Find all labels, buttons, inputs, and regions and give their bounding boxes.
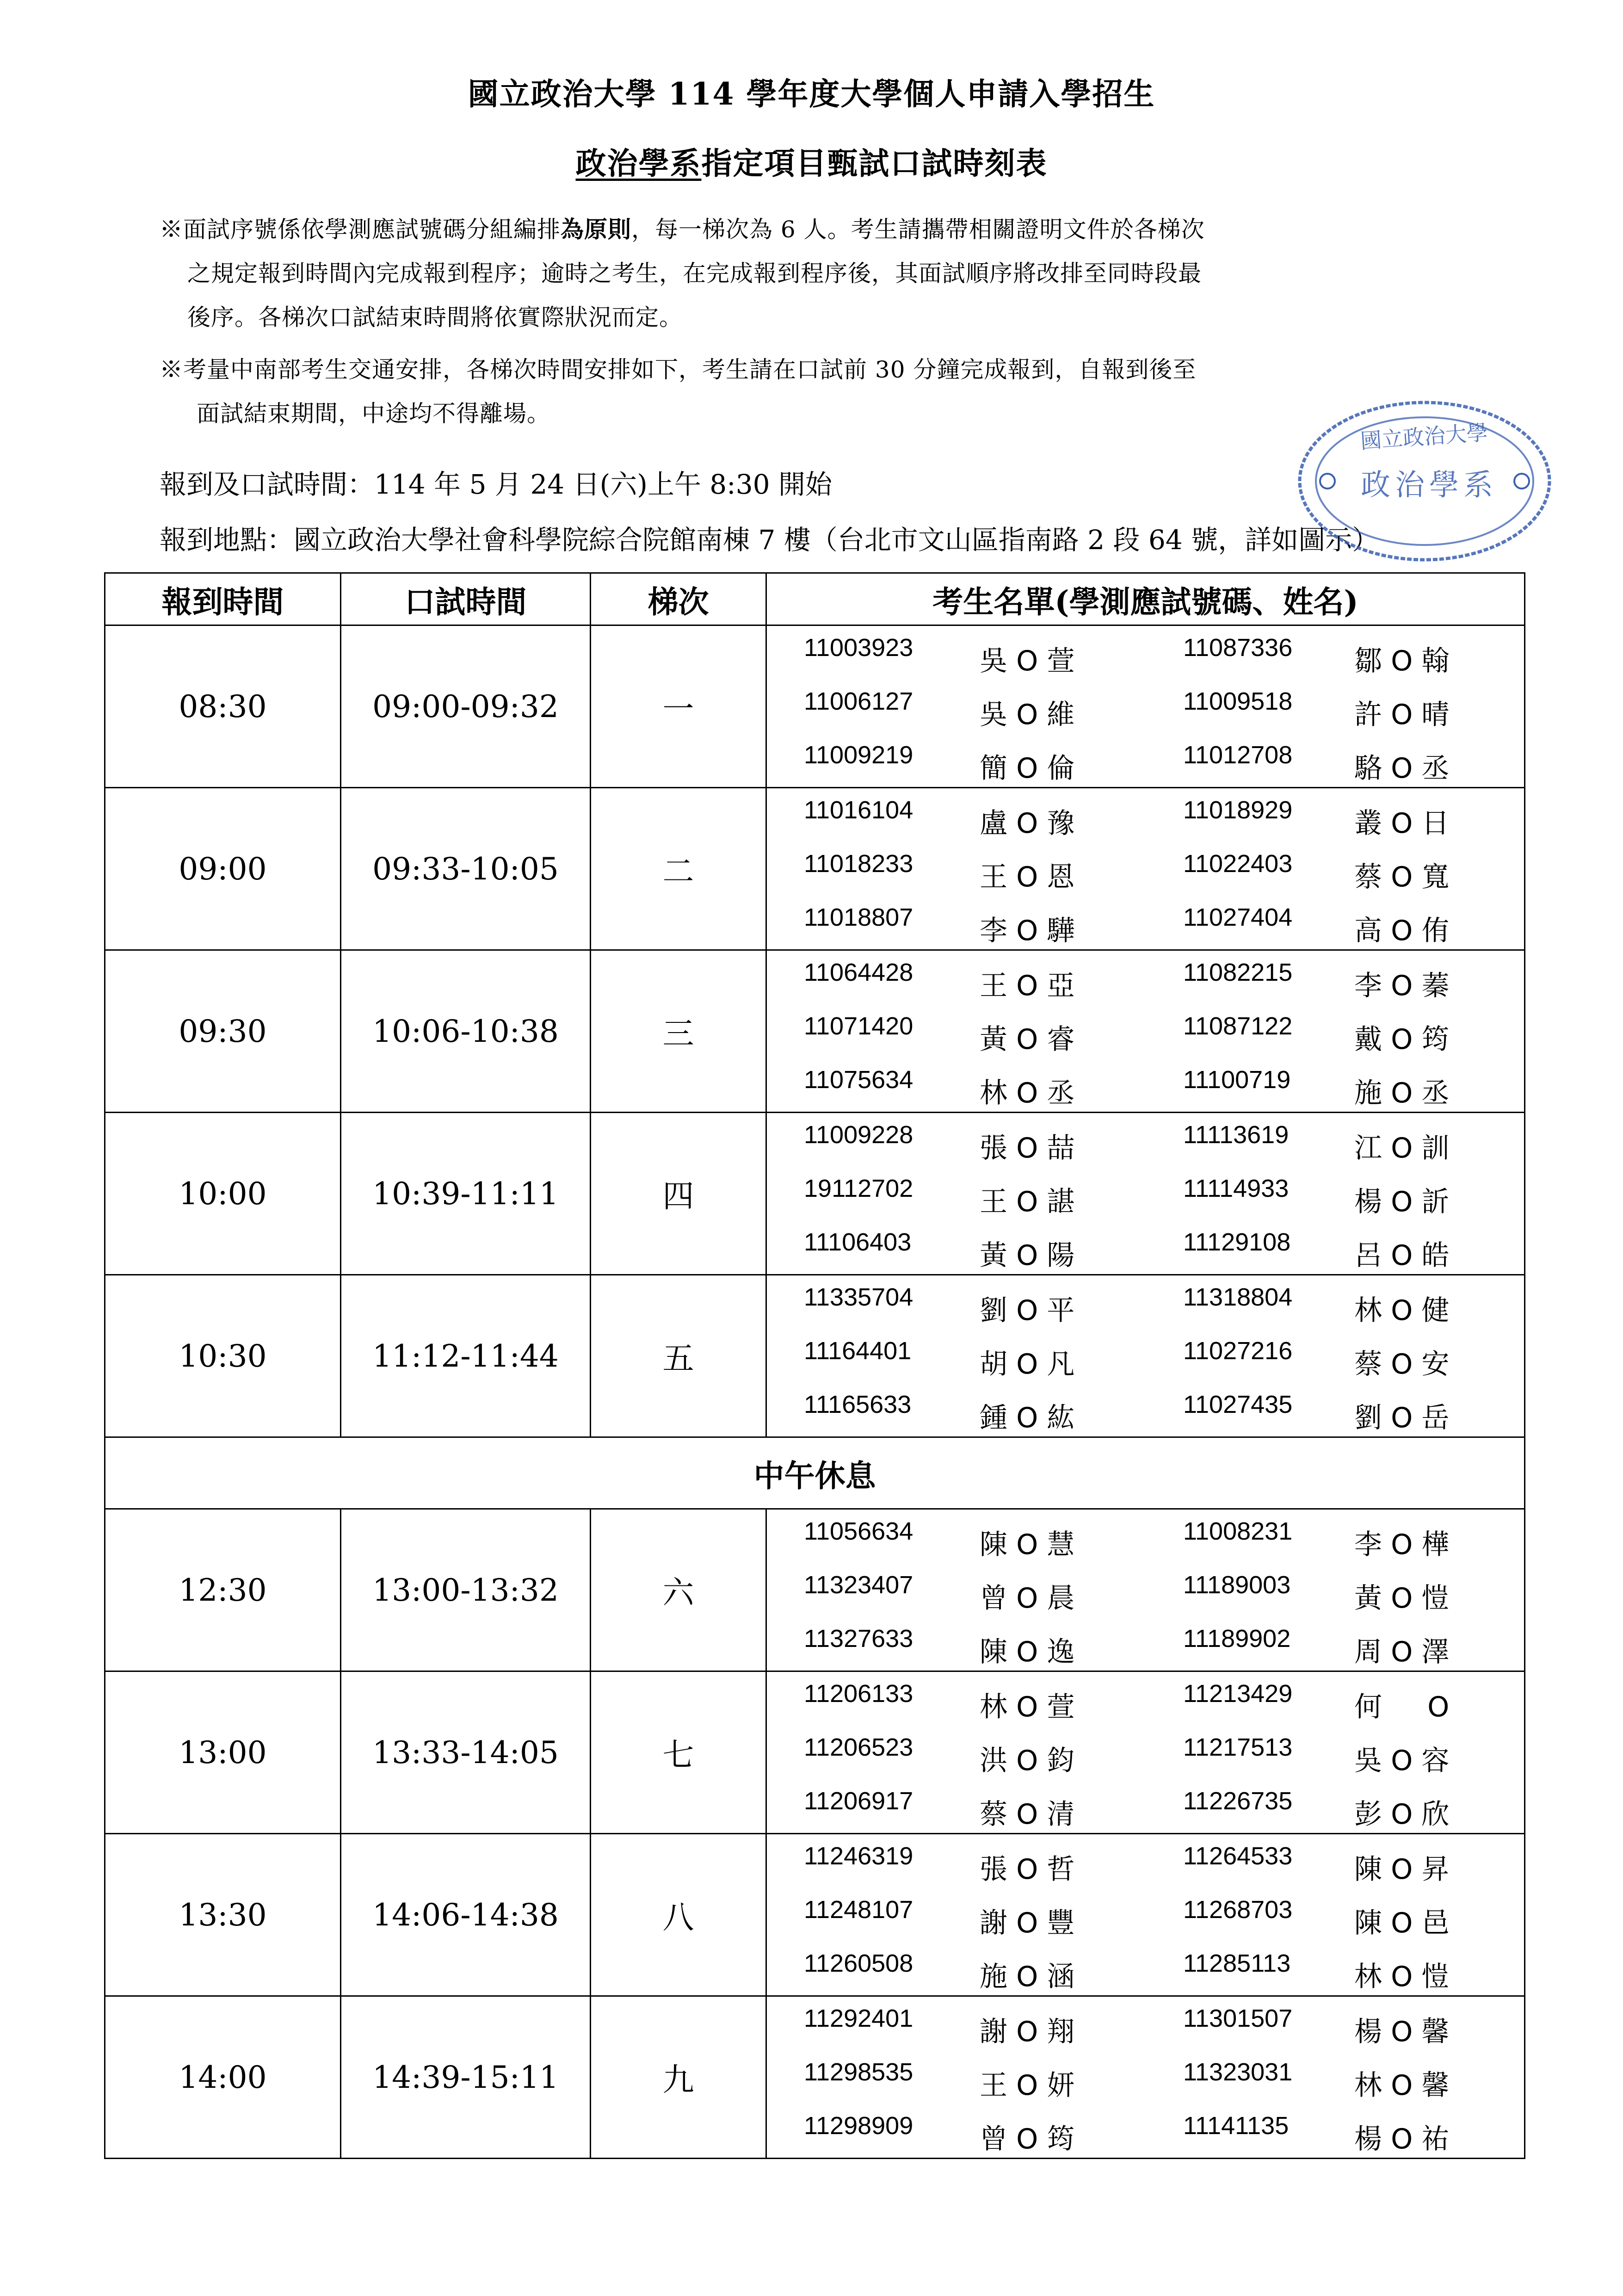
- candidate-name: 張 O 喆: [980, 1132, 1075, 1164]
- candidate-name: 高 O 侑: [1354, 915, 1450, 947]
- svg-text:國立政治大學: 國立政治大學: [1359, 420, 1489, 454]
- candidate-list-cell: [766, 788, 1525, 950]
- candidate-list-cell: [766, 1509, 1525, 1671]
- oral-time-cell: 14:06-14:38: [341, 1834, 591, 1996]
- table-row: [105, 1671, 1525, 1834]
- candidate-exam-number: 11027404: [1183, 904, 1293, 931]
- candidate-name: 陳 O 逸: [980, 1636, 1075, 1668]
- candidate-list-cell: [766, 625, 1525, 788]
- candidate-list-cell: [766, 1834, 1525, 1996]
- candidate-exam-number: 11114933: [1183, 1175, 1289, 1202]
- candidate-exam-number: 11260508: [804, 1949, 913, 1977]
- candidate-name: 呂 O 皓: [1354, 1239, 1450, 1272]
- note1-text-b: ，每一梯次為 6 人。考生請攜帶相關證明文件於各梯次: [631, 216, 1205, 243]
- checkin-time-cell: 14:00: [105, 1996, 341, 2159]
- candidate-name: 黃 O 愷: [1354, 1582, 1450, 1615]
- candidate-name: 林 O 愷: [1354, 1961, 1450, 1993]
- header-oral-time: 口試時間: [341, 573, 591, 625]
- candidate-exam-number: 11318804: [1183, 1283, 1293, 1311]
- candidate-name: 王 O 諶: [980, 1186, 1075, 1218]
- candidate-name: 黃 O 陽: [980, 1239, 1075, 1272]
- note2-line2: 面試結束期間，中途均不得離場。: [197, 400, 550, 427]
- candidate-grid: [767, 788, 1524, 949]
- checkin-time-info: 報到及口試時間：114 年 5 月 24 日(六)上午 8:30 開始: [160, 469, 832, 500]
- candidate-name: 李 O 蓁: [1354, 970, 1450, 1002]
- candidate-name: 盧 O 豫: [980, 807, 1075, 840]
- oral-time-cell: 10:39-11:11: [341, 1113, 591, 1275]
- candidate-exam-number: 11018807: [804, 904, 913, 931]
- page-title: 國立政治大學 114 學年度大學個人申請入學招生: [468, 76, 1155, 112]
- candidate-name: 蔡 O 安: [1354, 1348, 1450, 1380]
- oral-time-cell: 10:06-10:38: [341, 950, 591, 1113]
- note-interview-order: [160, 207, 1524, 340]
- note1-line2: 之規定報到時間內完成報到程序；逾時之考生，在完成報到程序後，其面試順序將改排至同時段最: [187, 260, 1202, 287]
- table-header-row: [105, 573, 1525, 625]
- candidate-grid: [767, 1672, 1524, 1833]
- candidate-name: 謝 O 翔: [980, 2016, 1075, 2048]
- candidate-name: 楊 O 訢: [1354, 1186, 1450, 1218]
- table-row: [105, 1113, 1525, 1275]
- candidate-exam-number: 11323407: [804, 1571, 913, 1599]
- checkin-location-info: 報到地點：國立政治大學社會科學院綜合院館南棟 7 樓（台北市文山區指南路 2 段 64 號，詳如圖示）: [160, 524, 1379, 556]
- round-number-cell: 六: [591, 1509, 766, 1671]
- candidate-exam-number: 11298535: [804, 2058, 913, 2086]
- candidate-name: 林 O 健: [1354, 1294, 1450, 1327]
- candidate-grid: [767, 1997, 1524, 2158]
- candidate-name: 吳 O 容: [1354, 1745, 1450, 1777]
- candidate-name: 李 O 樺: [1354, 1529, 1450, 1561]
- table-row: [105, 950, 1525, 1113]
- round-number-cell: 二: [591, 788, 766, 950]
- candidate-name: 劉 O 平: [980, 1294, 1075, 1327]
- candidate-list-cell: [766, 1671, 1525, 1834]
- checkin-time-cell: 09:30: [105, 950, 341, 1113]
- oral-time-cell: 13:00-13:32: [341, 1509, 591, 1671]
- candidate-name: 叢 O 日: [1354, 807, 1450, 840]
- candidate-exam-number: 11189003: [1183, 1571, 1291, 1599]
- candidate-name: 楊 O 祐: [1354, 2123, 1450, 2155]
- candidate-name: 黃 O 睿: [980, 1023, 1075, 1056]
- candidate-list-cell: [766, 1275, 1525, 1437]
- oral-time-cell: 14:39-15:11: [341, 1996, 591, 2159]
- candidate-exam-number: 11064428: [804, 959, 913, 986]
- candidate-name: 陳 O 昇: [1354, 1853, 1450, 1886]
- candidate-name: 胡 O 凡: [980, 1348, 1075, 1380]
- checkin-time-cell: 13:00: [105, 1671, 341, 1834]
- candidate-name: 周 O 澤: [1354, 1636, 1450, 1668]
- candidate-name: 王 O 妍: [980, 2069, 1075, 2102]
- candidate-exam-number: 11323031: [1183, 2058, 1293, 2086]
- round-number-cell: 九: [591, 1996, 766, 2159]
- candidate-exam-number: 11012708: [1183, 741, 1293, 769]
- candidate-exam-number: 11027216: [1183, 1337, 1293, 1365]
- candidate-name: 曾 O 筠: [980, 2123, 1075, 2155]
- table-row: [105, 1834, 1525, 1996]
- candidate-list-cell: [766, 1996, 1525, 2159]
- candidate-exam-number: 11129108: [1183, 1228, 1291, 1256]
- candidate-exam-number: 11164401: [804, 1337, 912, 1365]
- candidate-exam-number: 11056634: [804, 1517, 913, 1545]
- table-row: [105, 625, 1525, 788]
- candidate-name: 林 O 萱: [980, 1691, 1075, 1723]
- candidate-name: 鍾 O 紘: [980, 1402, 1075, 1434]
- candidate-exam-number: 11018233: [804, 850, 913, 878]
- candidate-exam-number: 11003923: [804, 634, 913, 662]
- note1-line3: 後序。各梯次口試結束時間將依實際狀況而定。: [187, 304, 683, 331]
- candidate-exam-number: 11248107: [804, 1896, 913, 1924]
- round-number-cell: 五: [591, 1275, 766, 1437]
- candidate-name: 吳 O 維: [980, 699, 1075, 731]
- candidate-exam-number: 11165633: [804, 1391, 912, 1418]
- round-number-cell: 四: [591, 1113, 766, 1275]
- table-row: [105, 1275, 1525, 1437]
- candidate-name: 蔡 O 清: [980, 1798, 1075, 1831]
- candidate-exam-number: 11113619: [1183, 1121, 1289, 1149]
- candidate-exam-number: 11335704: [804, 1283, 913, 1311]
- candidate-exam-number: 11298909: [804, 2112, 913, 2140]
- candidate-name: 駱 O 丞: [1354, 752, 1450, 785]
- table-row: [105, 1509, 1525, 1671]
- candidate-grid: [767, 951, 1524, 1112]
- note1-text-a: ※面試序號係依學測應試號碼分組編排: [160, 216, 561, 243]
- candidate-name: 楊 O 馨: [1354, 2016, 1450, 2048]
- oral-time-cell: 13:33-14:05: [341, 1671, 591, 1834]
- round-number-cell: 三: [591, 950, 766, 1113]
- note2-line1: ※考量中南部考生交通安排，各梯次時間安排如下，考生請在口試前 30 分鐘完成報到，自報到後至: [160, 356, 1197, 383]
- table-row: [105, 1996, 1525, 2159]
- candidate-name: 洪 O 鈞: [980, 1745, 1075, 1777]
- department-name: 政治學系: [575, 145, 702, 181]
- candidate-name: 許 O 晴: [1354, 699, 1450, 731]
- candidate-exam-number: 11206523: [804, 1733, 913, 1761]
- candidate-name: 王 O 恩: [980, 861, 1075, 893]
- candidate-exam-number: 11022403: [1183, 850, 1293, 878]
- candidate-exam-number: 11006127: [804, 687, 913, 715]
- candidate-name: 王 O 亞: [980, 970, 1075, 1002]
- candidate-exam-number: 11292401: [804, 2005, 913, 2032]
- candidate-name: 何 O: [1354, 1691, 1450, 1723]
- candidate-exam-number: 19112702: [804, 1175, 913, 1202]
- candidate-name: 林 O 馨: [1354, 2069, 1450, 2102]
- candidate-grid: [767, 1834, 1524, 1995]
- candidate-name: 江 O 訓: [1354, 1132, 1450, 1164]
- table-row: [105, 788, 1525, 950]
- candidate-name: 陳 O 邑: [1354, 1907, 1450, 1939]
- candidate-exam-number: 11009228: [804, 1121, 913, 1149]
- candidate-name: 吳 O 萱: [980, 645, 1075, 677]
- candidate-list-cell: [766, 1113, 1525, 1275]
- header-round: 梯次: [591, 573, 766, 625]
- candidate-exam-number: 11008231: [1183, 1517, 1293, 1545]
- candidate-grid: [767, 626, 1524, 787]
- candidate-exam-number: 11141135: [1183, 2112, 1289, 2140]
- candidate-exam-number: 11082215: [1183, 959, 1293, 986]
- candidate-exam-number: 11327633: [804, 1625, 913, 1652]
- candidate-list-cell: [766, 950, 1525, 1113]
- candidate-name: 戴 O 筠: [1354, 1023, 1450, 1056]
- candidate-grid: [767, 1113, 1524, 1274]
- candidate-name: 施 O 丞: [1354, 1077, 1450, 1109]
- subtitle-rest: 指定項目甄試口試時刻表: [701, 145, 1048, 181]
- candidate-exam-number: 11087336: [1183, 634, 1293, 662]
- candidate-exam-number: 11268703: [1183, 1896, 1293, 1924]
- candidate-name: 劉 O 岳: [1354, 1402, 1450, 1434]
- department-seal: [1295, 398, 1554, 564]
- candidate-exam-number: 11018929: [1183, 796, 1293, 824]
- candidate-exam-number: 11100719: [1183, 1066, 1291, 1094]
- interview-schedule-table: [104, 572, 1525, 2159]
- candidate-exam-number: 11206133: [804, 1680, 913, 1708]
- candidate-exam-number: 11071420: [804, 1012, 913, 1040]
- candidate-name: 陳 O 慧: [980, 1529, 1075, 1561]
- candidate-exam-number: 11027435: [1183, 1391, 1293, 1418]
- candidate-name: 曾 O 晨: [980, 1582, 1075, 1615]
- candidate-exam-number: 11106403: [804, 1228, 912, 1256]
- oral-time-cell: 11:12-11:44: [341, 1275, 591, 1437]
- checkin-time-cell: 12:30: [105, 1509, 341, 1671]
- candidate-name: 李 O 驊: [980, 915, 1075, 947]
- candidate-exam-number: 11213429: [1183, 1680, 1293, 1708]
- round-number-cell: 一: [591, 625, 766, 788]
- candidate-name: 張 O 哲: [980, 1853, 1075, 1886]
- candidate-name: 鄒 O 翰: [1354, 645, 1450, 677]
- lunch-break-label: 中午休息: [105, 1437, 1525, 1509]
- candidate-exam-number: 11087122: [1183, 1012, 1293, 1040]
- checkin-time-cell: 08:30: [105, 625, 341, 788]
- note1-bold: 為原則: [561, 216, 631, 243]
- header-checkin-time: 報到時間: [105, 573, 341, 625]
- candidate-exam-number: 11009219: [804, 741, 913, 769]
- candidate-grid: [767, 1510, 1524, 1671]
- lunch-break-row: [105, 1437, 1525, 1509]
- candidate-name: 簡 O 倫: [980, 752, 1075, 785]
- page-subtitle: [0, 139, 1623, 183]
- checkin-time-cell: 09:00: [105, 788, 341, 950]
- candidate-name: 彭 O 欣: [1354, 1798, 1450, 1831]
- candidate-exam-number: 11016104: [804, 796, 913, 824]
- candidate-grid: [767, 1275, 1524, 1436]
- svg-text:政治學系: 政治學系: [1361, 468, 1498, 502]
- candidate-exam-number: 11075634: [804, 1066, 913, 1094]
- candidate-exam-number: 11285113: [1183, 1949, 1291, 1977]
- candidate-exam-number: 11189902: [1183, 1625, 1291, 1652]
- checkin-time-cell: 10:00: [105, 1113, 341, 1275]
- round-number-cell: 八: [591, 1834, 766, 1996]
- candidate-exam-number: 11217513: [1183, 1733, 1293, 1761]
- candidate-name: 蔡 O 寬: [1354, 861, 1450, 893]
- candidate-exam-number: 11009518: [1183, 687, 1293, 715]
- candidate-name: 林 O 丞: [980, 1077, 1075, 1109]
- candidate-exam-number: 11206917: [804, 1787, 913, 1815]
- oral-time-cell: 09:33-10:05: [341, 788, 591, 950]
- candidate-name: 謝 O 豐: [980, 1907, 1075, 1939]
- header-candidates: 考生名單(學測應試號碼、姓名): [766, 573, 1525, 625]
- candidate-exam-number: 11301507: [1183, 2005, 1293, 2032]
- candidate-exam-number: 11226735: [1183, 1787, 1293, 1815]
- checkin-time-cell: 13:30: [105, 1834, 341, 1996]
- checkin-time-cell: 10:30: [105, 1275, 341, 1437]
- round-number-cell: 七: [591, 1671, 766, 1834]
- candidate-exam-number: 11264533: [1183, 1842, 1293, 1870]
- candidate-name: 施 O 涵: [980, 1961, 1075, 1993]
- oral-time-cell: 09:00-09:32: [341, 625, 591, 788]
- candidate-exam-number: 11246319: [804, 1842, 913, 1870]
